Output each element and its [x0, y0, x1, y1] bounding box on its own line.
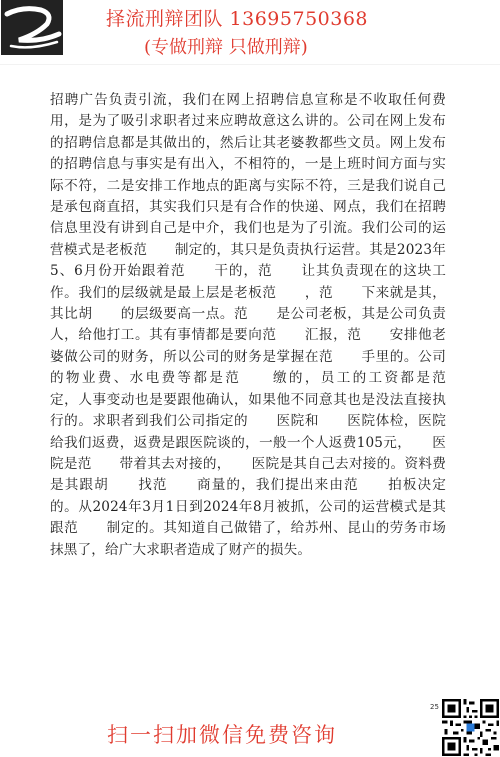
header-subtitle: (专做刑辩 只做刑辩) — [144, 37, 308, 58]
header — [0, 0, 500, 65]
z-logo-icon — [1, 0, 63, 55]
document-body: 招聘广告负责引流，我们在网上招聘信息宣称是不收取任何费用，是为了吸引求职者过来应聘故意这么讲的。公司在网上发布的招聘信息都是其做出的，然后让其老婆教都些文员。网上发布的招聘信息与事实是有出入，不相符的，一是上班时间方面与实际不符，二是安排工作地点的距离与实际不符，三是我们说自己是承包商直招，其实我们只是有合作的快递、网点，我们在招聘信息里没有讲到自己是中介，我们也是为了引流。我们公司的运营模式是老板范 制定的，其只是负责执行运营。其是2023年5、6月份开始跟着范 干的，范 让其负责现在的这块工作。我们的层级就是最上层是老板范 ，范 下来就是其，其比胡 的层级要高一点。范 是公司老板，其是公司负责人，给他打工。其有事情都是要向范 汇报，范 安排他老婆做公司的财务，所以公司的财务是掌握在范 手里的。公司的物业费、水电费等都是范 缴的，员工的工资都是范 定，人事变动也是要跟他确认，如果他不同意其也是没法直接执行的。求职者到我们公司指定的 医院和 医院体检，医院给我们返费，返费是跟医院谈的，一般一个人返费105元， 医院是范 带着其去对接的， 医院是其自己去对接的。资料费是其跟胡 找范 商量的，我们提出来由范 拍板决定的。从2024年3月1日到2024年8月被抓，公司的运营模式是其跟范 制定的。其知道自己做错了，给苏州、昆山的劳务市场抹黑了，给广大求职者造成了财产的损失。 — [50, 92, 474, 558]
page-number: 25 — [430, 703, 439, 711]
wechat-consult-cta: 扫一扫加微信免费咨询 — [107, 723, 337, 747]
qr-code-icon — [442, 699, 499, 756]
header-title: 择流刑辩团队 13695750368 — [106, 8, 369, 30]
